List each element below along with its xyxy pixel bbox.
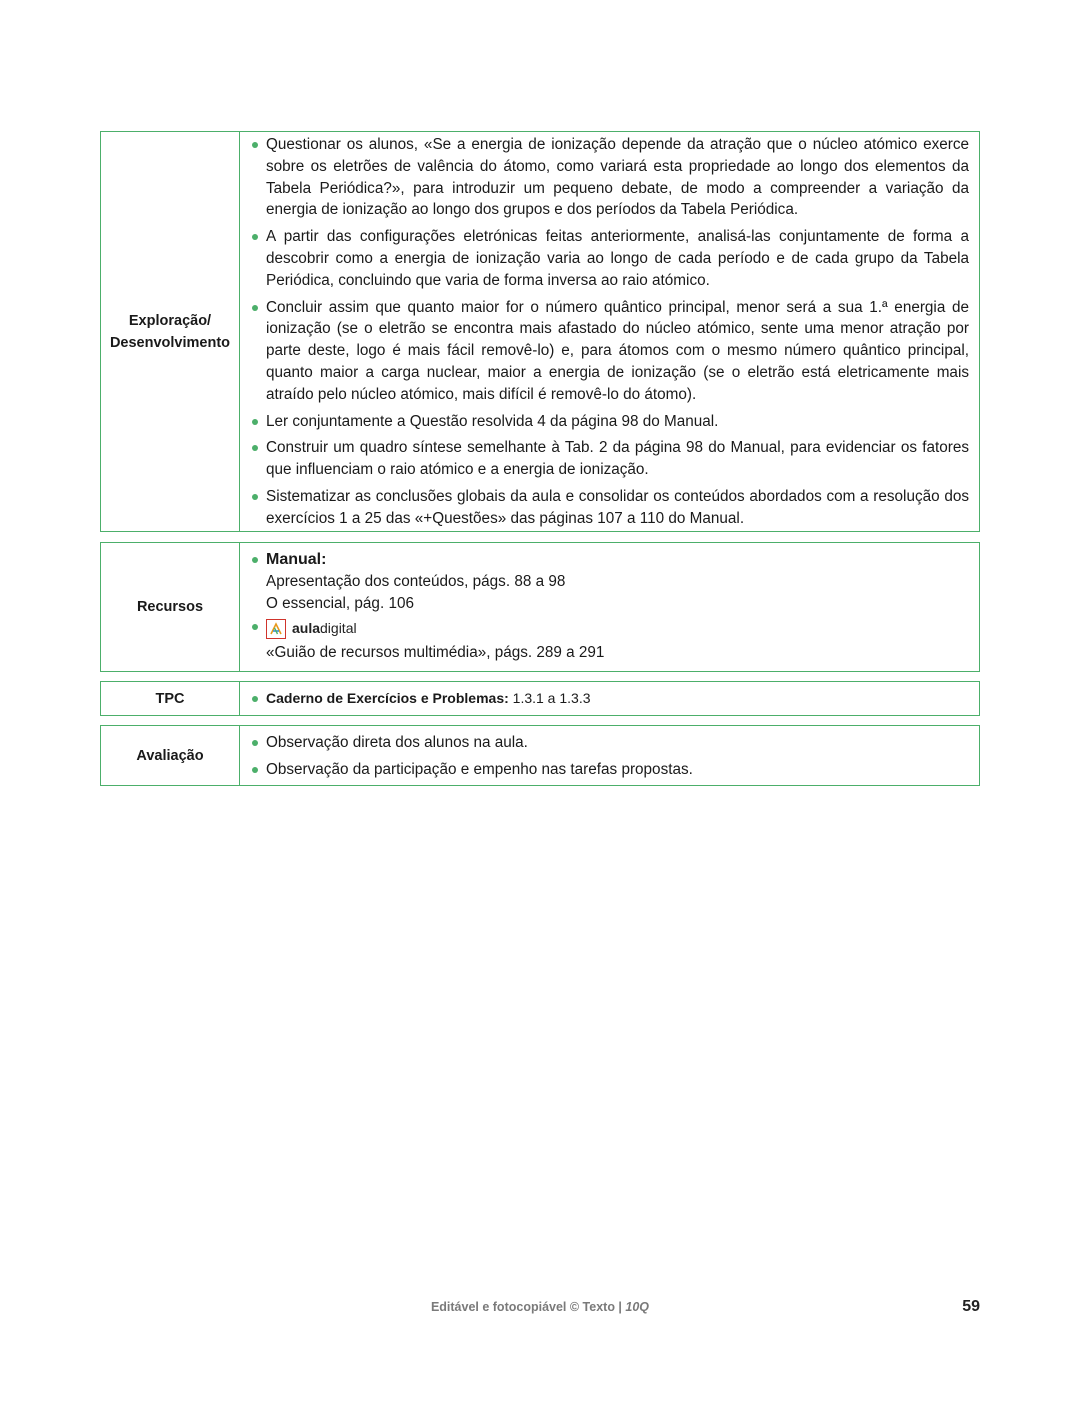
exploracao-item: Questionar os alunos, «Se a energia de ionização depende da atração que o núcleo atómico exerce sobre os eletrões de valência do átomo, como variará esta propriedade ao longo dos elementos da Tabela Periódica?», para introduzir um pequeno debate, de modo a compreender a variação da energia de ionização ao longo dos grupos e dos períodos da Tabela Periódica. [250,134,969,221]
recursos-content [240,543,979,671]
tpc-section [100,681,980,716]
exploracao-item: Ler conjuntamente a Questão resolvida 4 da página 98 do Manual. [250,411,969,433]
recursos-aula-item [250,616,969,664]
avaliacao-content [240,726,979,785]
manual-line2: O essencial, pág. 106 [266,594,414,612]
exploracao-item: Construir um quadro síntese semelhante à Tab. 2 da página 98 do Manual, para evidenciar os fatores que influenciam o raio atómico e a energia de ionização. [250,437,969,481]
exploracao-label-line2: Desenvolvimento [109,334,231,351]
tpc-list [250,688,969,710]
recursos-manual-item [250,549,969,614]
aula-brand-bold: aula [292,620,321,637]
exploracao-item: Sistematizar as conclusões globais da aula e consolidar os conteúdos abordados com a resolução dos exercícios 1 a 25 das «+Questões» das páginas 107 a 110 do Manual. [250,486,969,530]
aula-digital-brand [292,618,357,640]
recursos-section [100,542,980,672]
tpc-label: TPC [101,682,240,715]
tpc-item-bold: Caderno de Exercícios e Problemas: [266,690,509,706]
avaliacao-item: Observação direta dos alunos na aula. [250,732,969,754]
recursos-label: Recursos [101,543,240,671]
avaliacao-item: Observação da participação e empenho nas tarefas propostas. [250,759,969,781]
avaliacao-list [250,732,969,781]
avaliacao-section [100,725,980,786]
aula-digital-logo [266,616,969,642]
exploracao-label-line1: Exploração/ [128,312,212,329]
manual-line1: Apresentação dos conteúdos, págs. 88 a 98 [266,572,566,590]
manual-title: Manual: [266,551,327,568]
tpc-item-text: 1.3.1 a 1.3.3 [508,690,591,706]
footer-book-code: 10Q [625,1300,650,1314]
aula-line: «Guião de recursos multimédia», págs. 289 a 291 [266,644,605,662]
exploracao-item: Concluir assim que quanto maior for o número quântico principal, menor será a sua 1.ª energia de ionização (se o eletrão se encontra mais afastado do núcleo atómico, sente uma menor atração por parte deste, logo é mais fácil removê-lo) e, para átomos com o mesmo número quântico principal, quanto maior a carga nuclear, maior a energia de ionização (se o eletrão está eletricamente mais atraído pelo núcleo atómico, mais difícil é removê-lo do átomo). [250,297,969,406]
tpc-content [240,682,979,715]
tpc-item [250,688,969,710]
avaliacao-label: Avaliação [101,726,240,785]
exploracao-content [240,132,979,531]
footer-text: Editável e fotocopiável © Texto | [430,1300,626,1314]
exploracao-list [250,134,969,530]
footer-copyright [0,1300,1080,1314]
recursos-list [250,549,969,664]
aula-digital-icon [266,619,286,639]
page-number: 59 [962,1298,980,1315]
exploracao-item: A partir das configurações eletrónicas feitas anteriormente, analisá-las conjuntamente de forma a descobrir como a energia de ionização varia ao longo de cada período e de cada grupo da Tabela Periódica, concluindo que varia de forma inversa ao raio atómico. [250,226,969,291]
exploracao-section [100,131,980,532]
aula-brand-light: digital [320,620,357,637]
exploracao-label [101,132,240,531]
